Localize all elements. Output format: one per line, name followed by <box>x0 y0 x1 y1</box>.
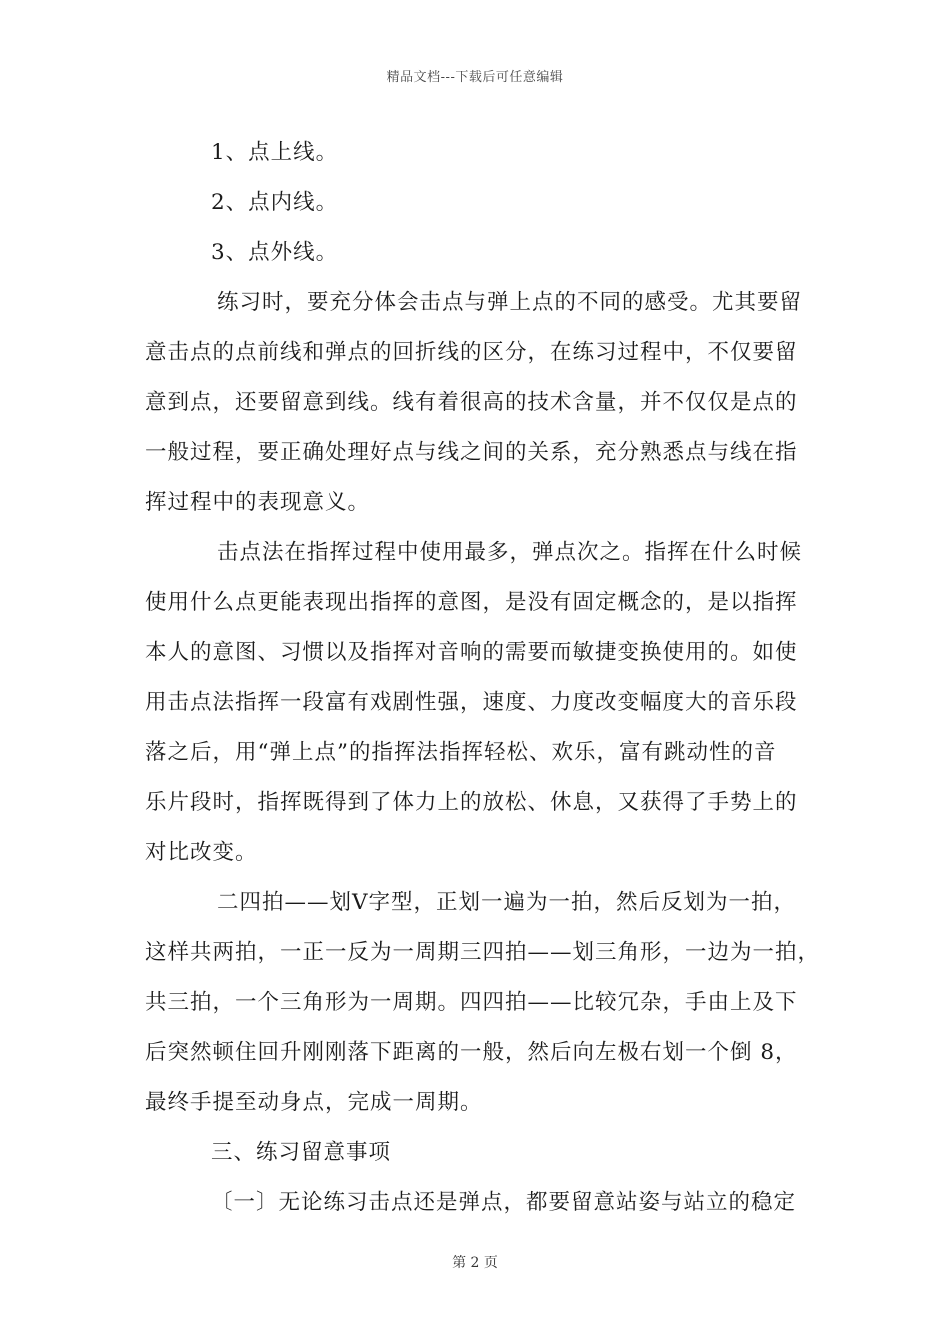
paragraph-line: 乐片段时，指挥既得到了体力上的放松、休息，又获得了手势上的 <box>145 790 798 815</box>
paragraph-line: 本人的意图、习惯以及指挥对音响的需要而敏捷变换使用的。如使 <box>145 640 798 665</box>
paragraph-line: 后突然顿住回升刚刚落下距离的一般，然后向左极右划一个倒 8， <box>145 1040 798 1065</box>
paragraph-line: 对比改变。 <box>145 840 258 865</box>
paragraph-2 <box>145 528 810 878</box>
paragraph-line: 二四拍——划Ⅴ字型，正划一遍为一拍，然后反划为一拍， <box>217 890 797 915</box>
paragraph-3 <box>145 878 821 1128</box>
paragraph-line: 练习时，要充分体会击点与弹上点的不同的感受。尤其要留 <box>217 290 803 315</box>
paragraph-line: 挥过程中的表现意义。 <box>145 490 371 515</box>
section-heading: 三、练习留意事项 <box>211 1140 392 1165</box>
paragraph-line: 意到点，还要留意到线。线有着很高的技术含量，并不仅仅是点的 <box>145 390 798 415</box>
paragraph-line: 这样共两拍，一正一反为一周期三四拍——划三角形，一边为一拍， <box>145 940 821 965</box>
paragraph-line: 落之后，用“弹上点”的指挥法指挥轻松、欢乐，富有跳动性的音 <box>145 740 777 765</box>
paragraph-line: 〔一〕无论练习击点还是弹点，都要留意站姿与站立的稳定 <box>211 1190 797 1215</box>
paragraph-line: 共三拍，一个三角形为一周期。四四拍——比较冗杂，手由上及下 <box>145 990 798 1015</box>
paragraph-line: 最终手提至动身点，完成一周期。 <box>145 1090 483 1115</box>
paragraph-line: 用击点法指挥一段富有戏剧性强，速度、力度改变幅度大的音乐段 <box>145 690 798 715</box>
document-body <box>145 128 821 1228</box>
paragraph-line: 意击点的点前线和弹点的回折线的区分，在练习过程中，不仅要留 <box>145 340 798 365</box>
list-item-2: 2、点内线。 <box>211 190 339 215</box>
page-header: 精品文档---下载后可任意编辑 <box>386 70 564 85</box>
page-number: 第 2 页 <box>452 1255 498 1271</box>
paragraph-1 <box>145 278 810 528</box>
paragraph-line: 一般过程，要正确处理好点与线之间的关系，充分熟悉点与线在指 <box>145 440 798 465</box>
paragraph-line: 击点法在指挥过程中使用最多，弹点次之。指挥在什么时候 <box>217 540 803 565</box>
list-item-1: 1、点上线。 <box>211 140 339 165</box>
list-item-3: 3、点外线。 <box>211 240 339 265</box>
paragraph-line: 使用什么点更能表现出指挥的意图，是没有固定概念的，是以指挥 <box>145 590 798 615</box>
